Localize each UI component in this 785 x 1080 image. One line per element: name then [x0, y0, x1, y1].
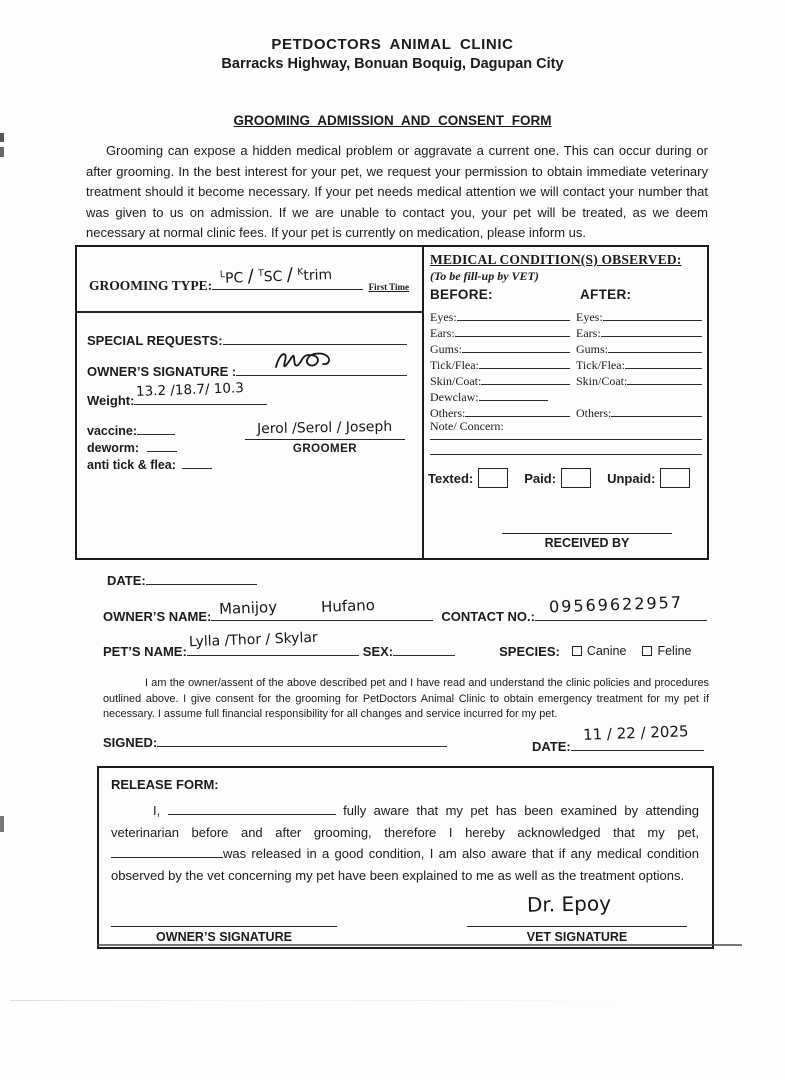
- note-line: [430, 439, 702, 440]
- before-field-label: Tick/Flea:: [430, 358, 479, 372]
- species-label: SPECIES:: [499, 644, 560, 659]
- before-field-label: Others:: [430, 406, 466, 420]
- owners-name-value: Hufano: [321, 596, 376, 616]
- owners-name-label: OWNER’S NAME:: [103, 609, 212, 624]
- signed-date-label: DATE:: [532, 739, 571, 754]
- after-field-label: Gums:: [576, 342, 609, 356]
- before-field-line: [465, 403, 570, 417]
- release-vet-signature-block: [467, 891, 687, 944]
- weight-label: Weight:: [87, 393, 135, 408]
- grooming-cell: [77, 247, 422, 558]
- first-time-label: First Time: [368, 282, 409, 292]
- feline-label: Feline: [657, 644, 692, 658]
- paid-label: Paid:: [524, 470, 557, 486]
- before-field-line: [455, 323, 570, 337]
- before-field-line: [457, 307, 570, 321]
- weight-value: 13.2 /18.7/ 10.3: [136, 380, 245, 400]
- species-option-feline: [642, 644, 691, 658]
- unpaid-checkbox: [660, 468, 690, 488]
- anti-tick-flea-label: anti tick & flea:: [87, 458, 176, 472]
- received-by-block: [502, 533, 672, 550]
- release-vet-signature-line: [467, 926, 687, 927]
- after-field-label: Eyes:: [576, 310, 603, 324]
- pets-name-line: [187, 629, 359, 656]
- after-field-line: [625, 355, 702, 369]
- after-label: AFTER:: [580, 287, 632, 302]
- groomer-line: [245, 439, 405, 440]
- grooming-type-value: $^L$PC / $^T$SC / $^K$trim: [219, 264, 333, 287]
- release-owner-signature-line: [111, 926, 337, 927]
- canine-checkbox: [572, 646, 582, 656]
- feline-checkbox: [642, 646, 652, 656]
- form-title-wrap: [0, 112, 785, 130]
- after-field-label: Skin/Coat:: [576, 374, 628, 388]
- species-option-canine: [572, 644, 627, 658]
- unpaid-label: Unpaid:: [607, 470, 656, 486]
- signed-date-value: 11 / 22 / 2025: [582, 722, 689, 744]
- note-concern-label: Note/ Concern:: [430, 419, 504, 433]
- vaccine-label: vaccine:: [87, 424, 138, 438]
- intro-paragraph: Grooming can expose a hidden medical problem or aggravate a current one. This can occur during or after grooming. In the best interest for your pet, we request your permission to obtain immediate veterinary treatment should it become necessary. If your pet needs medical attention we will contact your number that was given to us on admission. If we are unable to contact you, your pet will be treated, as we deem necessary at normal clinic fees. If your pet is currently on medication, please inform us.: [86, 143, 708, 240]
- clinic-address: Barracks Highway, Bonuan Boquig, Dagupan City: [221, 56, 564, 72]
- paid-checkbox: [561, 468, 591, 488]
- vet-signature-value: Dr. Epoy: [526, 891, 612, 917]
- owner-signature-line: [236, 359, 407, 376]
- weight-line: [134, 380, 267, 405]
- owners-name-line: [211, 596, 433, 621]
- sex-line: [393, 642, 455, 656]
- after-field-line: [608, 339, 702, 353]
- special-requests-line: [223, 331, 407, 345]
- vaccine-line: [137, 421, 175, 435]
- release-text: fully aware that my pet has been examined by attending veterinarian before and after grooming, therefore I hereby acknowledged that my pet,: [111, 803, 699, 840]
- clinic-header: [0, 36, 785, 72]
- payment-row: [428, 465, 704, 491]
- scan-artifact: [0, 816, 4, 832]
- anti-tick-flea-line: [182, 455, 212, 469]
- admission-box: [75, 245, 709, 560]
- release-text: I,: [153, 803, 161, 818]
- pets-name-label: PET’S NAME:: [103, 644, 187, 659]
- release-text: was released in a good condition, I am also aware that if any medical condition observed by the vet concerning my pet have been explained to me as well as the treatment options.: [111, 846, 699, 883]
- contact-no-value: 09569622957: [548, 592, 684, 617]
- grooming-type-line: [212, 264, 362, 290]
- form-title: GROOMING ADMISSION AND CONSENT FORM: [233, 113, 552, 128]
- date-label: DATE:: [107, 573, 146, 588]
- before-field-line: [479, 387, 548, 401]
- before-field-line: [462, 339, 570, 353]
- after-field-line: [611, 403, 702, 417]
- release-title: RELEASE FORM:: [111, 777, 219, 792]
- note-line: [430, 454, 702, 455]
- before-field-label: Ears:: [430, 326, 455, 340]
- pets-name-value: Lylla /Thor / Skylar: [188, 629, 318, 651]
- owner-signature-scribble: [272, 347, 342, 375]
- received-by-label: RECEIVED BY: [544, 536, 630, 550]
- special-requests-label: SPECIAL REQUESTS:: [87, 333, 223, 348]
- release-owner-signature-label: OWNER’S SIGNATURE: [156, 930, 292, 944]
- signed-label: SIGNED:: [103, 735, 158, 750]
- before-field-label: Dewclaw:: [430, 390, 479, 404]
- before-label: BEFORE:: [430, 287, 493, 302]
- grooming-type-label: GROOMING TYPE:: [89, 278, 213, 293]
- groomer-label: GROOMER: [292, 443, 358, 455]
- scan-artifact: [0, 147, 4, 157]
- after-field-label: Tick/Flea:: [576, 358, 625, 372]
- before-field-label: Skin/Coat:: [430, 374, 482, 388]
- deworm-line: [147, 438, 177, 452]
- release-paragraph: [111, 800, 699, 886]
- after-field-label: Ears:: [576, 326, 601, 340]
- received-by-line: [502, 533, 672, 534]
- before-field-label: Eyes:: [430, 310, 457, 324]
- after-field-label: Others:: [576, 406, 612, 420]
- scan-artifact-line: [97, 944, 742, 946]
- cell-rule: [77, 311, 422, 313]
- groomer-value: Jerol /Serol / Joseph: [257, 418, 393, 438]
- after-field-line: [601, 323, 702, 337]
- release-box: [97, 766, 714, 949]
- deworm-label: deworm:: [87, 441, 140, 455]
- scan-artifact-wave: [10, 1000, 770, 1001]
- signed-line: [157, 733, 447, 747]
- scan-artifact: [0, 133, 4, 142]
- medical-cell: [424, 247, 707, 558]
- texted-checkbox: [478, 468, 508, 488]
- after-field-line: [627, 371, 702, 385]
- signed-date-line: [571, 722, 704, 751]
- owner-signature-label: OWNER’S SIGNATURE :: [87, 364, 237, 379]
- after-field-line: [603, 307, 702, 321]
- release-vet-signature-label: VET SIGNATURE: [526, 930, 628, 944]
- clinic-name: PETDOCTORS ANIMAL CLINIC: [271, 36, 514, 53]
- date-line: [146, 571, 257, 585]
- consent-paragraph: I am the owner/assent of the above described pet and I have read and understand the clinic policies and procedures outlined above. I give consent for the grooming for PetDoctors Animal Clinic to obtain emergency treatment for my pet if necessary. I assume full financial responsibility for all changes and service incurred for my pet.: [103, 677, 709, 720]
- before-field-line: [481, 371, 570, 385]
- contact-no-line: [535, 592, 707, 621]
- owners-name-value: Manijoy: [219, 597, 278, 619]
- texted-label: Texted:: [428, 470, 474, 486]
- release-owner-signature-block: [111, 926, 337, 944]
- release-name-blank: [168, 801, 336, 815]
- medical-subtitle: (To be fill-up by VET): [430, 269, 539, 283]
- before-field-line: [479, 355, 570, 369]
- release-pet-blank: [111, 844, 223, 858]
- groomer-block: [245, 419, 405, 455]
- before-field-label: Gums:: [430, 342, 463, 356]
- sex-label: SEX:: [362, 644, 394, 659]
- contact-no-label: CONTACT NO.:: [441, 609, 535, 624]
- medical-title: MEDICAL CONDITION(S) OBSERVED:: [430, 252, 682, 267]
- canine-label: Canine: [586, 644, 627, 658]
